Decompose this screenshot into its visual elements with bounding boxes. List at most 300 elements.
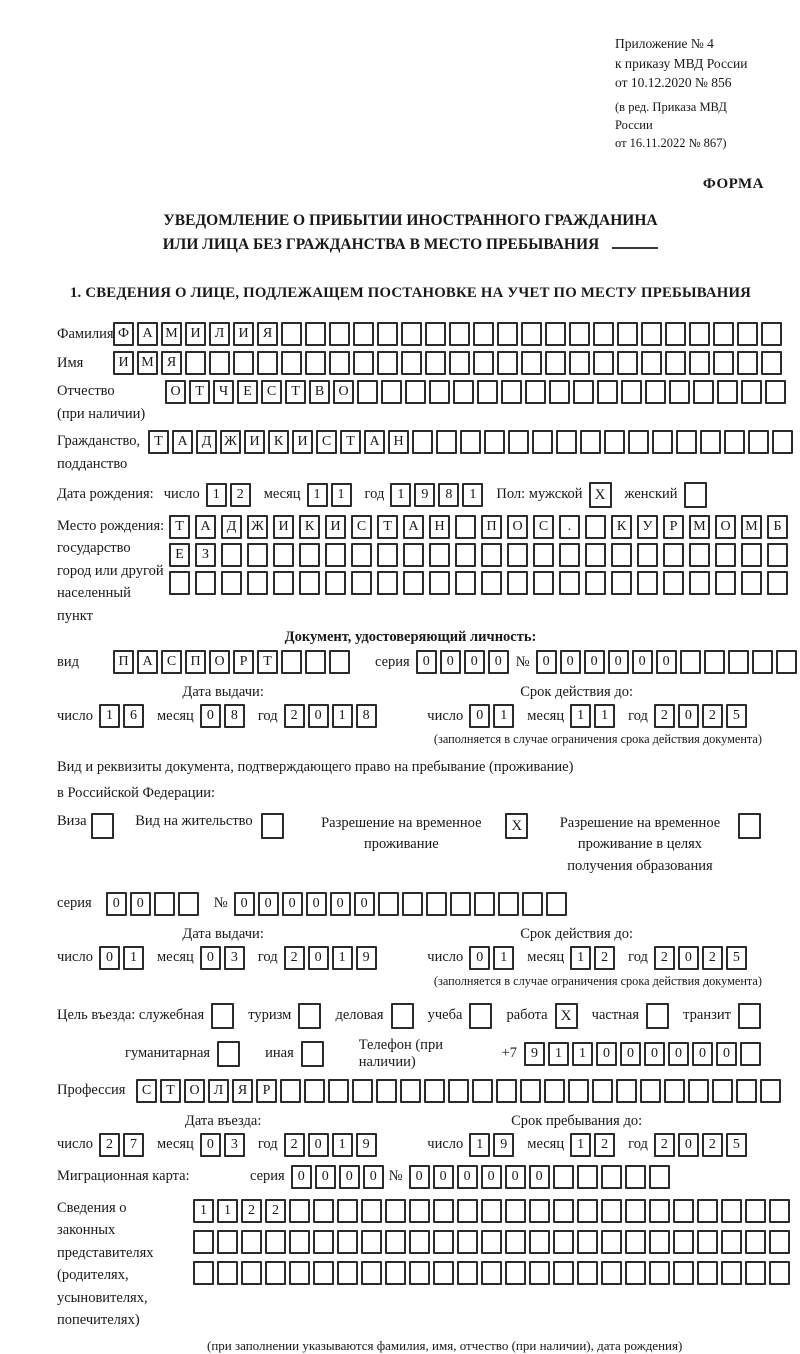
cell[interactable]	[533, 571, 554, 595]
cell[interactable]: 2	[654, 946, 675, 970]
cell[interactable]: А	[172, 430, 193, 454]
purpose-other-checkbox[interactable]	[301, 1041, 327, 1067]
cell[interactable]: 9	[356, 1133, 377, 1157]
cell[interactable]	[433, 1261, 454, 1285]
cell[interactable]	[748, 430, 769, 454]
cell[interactable]	[436, 430, 457, 454]
cell[interactable]	[154, 892, 175, 916]
cell[interactable]	[559, 571, 580, 595]
cell[interactable]	[497, 351, 518, 375]
cell[interactable]	[738, 813, 761, 839]
cell[interactable]	[745, 1199, 766, 1223]
cell[interactable]: 0	[306, 892, 327, 916]
cell[interactable]	[604, 430, 625, 454]
cell[interactable]	[353, 351, 374, 375]
cell[interactable]	[544, 1079, 565, 1103]
cell[interactable]	[325, 543, 346, 567]
cell[interactable]	[649, 1261, 670, 1285]
cell[interactable]	[665, 351, 686, 375]
cell[interactable]: Н	[388, 430, 409, 454]
cell[interactable]: 2	[284, 946, 305, 970]
cell[interactable]	[611, 543, 632, 567]
cell[interactable]: 9	[493, 1133, 514, 1157]
cell[interactable]	[221, 543, 242, 567]
cell[interactable]: Т	[148, 430, 169, 454]
cell[interactable]	[426, 892, 447, 916]
id-issue-year-cells[interactable]	[284, 704, 380, 728]
cell[interactable]: Р	[256, 1079, 277, 1103]
cell[interactable]	[305, 351, 326, 375]
cell[interactable]	[409, 1199, 430, 1223]
purpose-work-checkbox[interactable]	[555, 1003, 581, 1029]
cell[interactable]	[597, 380, 618, 404]
cell[interactable]	[585, 543, 606, 567]
cell[interactable]	[305, 322, 326, 346]
cell[interactable]	[559, 543, 580, 567]
cell[interactable]	[673, 1199, 694, 1223]
cell[interactable]: К	[611, 515, 632, 539]
cell[interactable]	[697, 1261, 718, 1285]
cell[interactable]: 0	[200, 704, 221, 728]
cell[interactable]: О	[715, 515, 736, 539]
id-series-cells[interactable]	[416, 650, 512, 674]
purpose-transit-checkbox[interactable]	[738, 1003, 764, 1029]
cell[interactable]: Ф	[113, 322, 134, 346]
cell[interactable]	[429, 571, 450, 595]
cell[interactable]	[481, 1261, 502, 1285]
cell[interactable]	[761, 322, 782, 346]
representatives-row1[interactable]	[193, 1199, 793, 1223]
cell[interactable]	[649, 1230, 670, 1254]
cell[interactable]	[717, 380, 738, 404]
cell[interactable]: 2	[99, 1133, 120, 1157]
cell[interactable]	[741, 380, 762, 404]
cell[interactable]: Ж	[220, 430, 241, 454]
cell[interactable]	[676, 430, 697, 454]
cell[interactable]: 1	[217, 1199, 238, 1223]
cell[interactable]	[652, 430, 673, 454]
cell[interactable]: 1	[570, 946, 591, 970]
cell[interactable]: X	[555, 1003, 578, 1029]
cell[interactable]	[450, 892, 471, 916]
cell[interactable]: 2	[654, 1133, 675, 1157]
cell[interactable]: Т	[169, 515, 190, 539]
cell[interactable]	[361, 1199, 382, 1223]
cell[interactable]	[217, 1041, 240, 1067]
cell[interactable]	[353, 322, 374, 346]
cell[interactable]	[299, 543, 320, 567]
cell[interactable]	[505, 1199, 526, 1223]
cell[interactable]: 0	[678, 704, 699, 728]
cell[interactable]: А	[364, 430, 385, 454]
cell[interactable]	[641, 322, 662, 346]
id-valid-month-cells[interactable]	[570, 704, 618, 728]
cell[interactable]: С	[533, 515, 554, 539]
cell[interactable]	[649, 1199, 670, 1223]
cell[interactable]	[533, 543, 554, 567]
cell[interactable]	[545, 322, 566, 346]
cell[interactable]	[546, 892, 567, 916]
cell[interactable]: О	[184, 1079, 205, 1103]
cell[interactable]	[361, 1261, 382, 1285]
cell[interactable]	[247, 543, 268, 567]
cell[interactable]	[304, 1079, 325, 1103]
cell[interactable]: 0	[560, 650, 581, 674]
cell[interactable]: А	[403, 515, 424, 539]
cell[interactable]: К	[268, 430, 289, 454]
cell[interactable]	[233, 351, 254, 375]
cell[interactable]	[601, 1165, 622, 1189]
cell[interactable]: 0	[608, 650, 629, 674]
cell[interactable]: 2	[702, 946, 723, 970]
cell[interactable]	[433, 1199, 454, 1223]
cell[interactable]	[281, 351, 302, 375]
cell[interactable]: 1	[332, 1133, 353, 1157]
cell[interactable]: 0	[668, 1042, 689, 1066]
cell[interactable]	[741, 543, 762, 567]
cell[interactable]	[721, 1199, 742, 1223]
cell[interactable]: М	[161, 322, 182, 346]
cell[interactable]	[351, 571, 372, 595]
cell[interactable]	[329, 650, 350, 674]
cell[interactable]: 5	[726, 704, 747, 728]
cell[interactable]: 9	[524, 1042, 545, 1066]
cell[interactable]	[329, 351, 350, 375]
cell[interactable]	[193, 1261, 214, 1285]
cell[interactable]: 0	[596, 1042, 617, 1066]
cell[interactable]	[689, 351, 710, 375]
cell[interactable]	[520, 1079, 541, 1103]
cell[interactable]: 0	[99, 946, 120, 970]
purpose-business-checkbox[interactable]	[391, 1003, 417, 1029]
name-cells[interactable]	[113, 351, 785, 375]
entry-month-cells[interactable]	[200, 1133, 248, 1157]
cell[interactable]: 1	[99, 704, 120, 728]
cell[interactable]: 1	[572, 1042, 593, 1066]
birth-day-cells[interactable]	[206, 483, 254, 507]
cell[interactable]: З	[195, 543, 216, 567]
cell[interactable]	[409, 1230, 430, 1254]
cell[interactable]	[412, 430, 433, 454]
cell[interactable]	[481, 543, 502, 567]
cell[interactable]	[556, 430, 577, 454]
cell[interactable]	[273, 543, 294, 567]
cell[interactable]	[663, 571, 684, 595]
cell[interactable]	[455, 543, 476, 567]
cell[interactable]	[381, 380, 402, 404]
cell[interactable]: 0	[200, 1133, 221, 1157]
cell[interactable]	[532, 430, 553, 454]
cell[interactable]: 3	[224, 946, 245, 970]
cell[interactable]: 0	[354, 892, 375, 916]
id-number-cells[interactable]	[536, 650, 800, 674]
stay-valid-day-cells[interactable]	[469, 946, 517, 970]
cell[interactable]	[185, 351, 206, 375]
cell[interactable]	[193, 1230, 214, 1254]
cell[interactable]	[553, 1230, 574, 1254]
cell[interactable]: Р	[233, 650, 254, 674]
cell[interactable]	[769, 1230, 790, 1254]
cell[interactable]	[640, 1079, 661, 1103]
cell[interactable]: 7	[123, 1133, 144, 1157]
cell[interactable]	[525, 380, 546, 404]
cell[interactable]: 1	[331, 483, 352, 507]
cell[interactable]: Т	[377, 515, 398, 539]
birth-place-row1[interactable]	[169, 515, 793, 539]
cell[interactable]	[553, 1165, 574, 1189]
profession-cells[interactable]	[136, 1079, 784, 1103]
cell[interactable]	[305, 650, 326, 674]
cell[interactable]	[265, 1261, 286, 1285]
cell[interactable]	[601, 1261, 622, 1285]
cell[interactable]: 2	[594, 1133, 615, 1157]
cell[interactable]	[265, 1230, 286, 1254]
cell[interactable]	[298, 1003, 321, 1029]
cell[interactable]	[621, 380, 642, 404]
cell[interactable]	[377, 322, 398, 346]
cell[interactable]	[273, 571, 294, 595]
cell[interactable]	[429, 380, 450, 404]
cell[interactable]	[738, 1003, 761, 1029]
cell[interactable]	[553, 1199, 574, 1223]
cell[interactable]: 0	[644, 1042, 665, 1066]
doc-type-cells[interactable]	[113, 650, 353, 674]
cell[interactable]	[601, 1230, 622, 1254]
cell[interactable]	[352, 1079, 373, 1103]
cell[interactable]: 1	[123, 946, 144, 970]
id-issue-month-cells[interactable]	[200, 704, 248, 728]
cell[interactable]	[721, 1230, 742, 1254]
cell[interactable]: 0	[330, 892, 351, 916]
cell[interactable]: 0	[106, 892, 127, 916]
cell[interactable]	[715, 571, 736, 595]
cell[interactable]	[592, 1079, 613, 1103]
cell[interactable]	[760, 1079, 781, 1103]
cell[interactable]	[689, 571, 710, 595]
cell[interactable]	[737, 351, 758, 375]
birth-month-cells[interactable]	[307, 483, 355, 507]
cell[interactable]: Д	[196, 430, 217, 454]
cell[interactable]	[680, 650, 701, 674]
cell[interactable]: О	[165, 380, 186, 404]
cell[interactable]: О	[333, 380, 354, 404]
cell[interactable]	[721, 1261, 742, 1285]
cell[interactable]	[497, 322, 518, 346]
cell[interactable]: 9	[356, 946, 377, 970]
cell[interactable]: 0	[363, 1165, 384, 1189]
cell[interactable]	[457, 1261, 478, 1285]
sex-female-checkbox[interactable]	[684, 482, 710, 508]
cell[interactable]	[684, 482, 707, 508]
cell[interactable]: 0	[529, 1165, 550, 1189]
cell[interactable]	[713, 351, 734, 375]
stay-until-day-cells[interactable]	[469, 1133, 517, 1157]
cell[interactable]	[280, 1079, 301, 1103]
cell[interactable]	[433, 1230, 454, 1254]
cell[interactable]: 0	[678, 946, 699, 970]
cell[interactable]	[474, 892, 495, 916]
cell[interactable]: 0	[308, 1133, 329, 1157]
cell[interactable]	[337, 1261, 358, 1285]
cell[interactable]: А	[137, 322, 158, 346]
temp-residence-checkbox[interactable]	[505, 813, 531, 839]
cell[interactable]: И	[273, 515, 294, 539]
cell[interactable]: 0	[469, 946, 490, 970]
cell[interactable]	[261, 813, 284, 839]
cell[interactable]: 0	[716, 1042, 737, 1066]
sex-male-checkbox[interactable]	[589, 482, 615, 508]
cell[interactable]	[460, 430, 481, 454]
cell[interactable]	[351, 543, 372, 567]
cell[interactable]	[736, 1079, 757, 1103]
cell[interactable]	[178, 892, 199, 916]
cell[interactable]: Т	[160, 1079, 181, 1103]
cell[interactable]: А	[137, 650, 158, 674]
patronymic-cells[interactable]	[165, 380, 789, 404]
cell[interactable]: 1	[469, 1133, 490, 1157]
cell[interactable]: Я	[232, 1079, 253, 1103]
temp-residence-edu-checkbox[interactable]	[738, 813, 764, 839]
cell[interactable]	[425, 351, 446, 375]
cell[interactable]	[403, 571, 424, 595]
cell[interactable]	[377, 571, 398, 595]
cell[interactable]	[625, 1199, 646, 1223]
cell[interactable]	[665, 322, 686, 346]
cell[interactable]: 0	[308, 704, 329, 728]
cell[interactable]: 0	[632, 650, 653, 674]
cell[interactable]: О	[209, 650, 230, 674]
cell[interactable]	[195, 571, 216, 595]
cell[interactable]: 0	[234, 892, 255, 916]
cell[interactable]	[715, 543, 736, 567]
cell[interactable]	[481, 571, 502, 595]
cell[interactable]	[507, 571, 528, 595]
cell[interactable]	[401, 351, 422, 375]
cell[interactable]	[669, 380, 690, 404]
cell[interactable]	[455, 571, 476, 595]
cell[interactable]	[457, 1230, 478, 1254]
cell[interactable]: 0	[584, 650, 605, 674]
cell[interactable]: 2	[230, 483, 251, 507]
cell[interactable]: 1	[390, 483, 411, 507]
cell[interactable]: 0	[315, 1165, 336, 1189]
cell[interactable]	[745, 1230, 766, 1254]
cell[interactable]	[505, 1230, 526, 1254]
cell[interactable]	[289, 1261, 310, 1285]
cell[interactable]	[712, 1079, 733, 1103]
cell[interactable]	[700, 430, 721, 454]
cell[interactable]	[507, 543, 528, 567]
cell[interactable]: Т	[285, 380, 306, 404]
stay-valid-month-cells[interactable]	[570, 946, 618, 970]
cell[interactable]	[313, 1199, 334, 1223]
cell[interactable]	[772, 430, 793, 454]
cell[interactable]: X	[589, 482, 612, 508]
cell[interactable]	[496, 1079, 517, 1103]
cell[interactable]	[247, 571, 268, 595]
cell[interactable]: 1	[462, 483, 483, 507]
cell[interactable]: 0	[200, 946, 221, 970]
purpose-study-checkbox[interactable]	[469, 1003, 495, 1029]
cell[interactable]: Л	[208, 1079, 229, 1103]
cell[interactable]	[549, 380, 570, 404]
stay-number-cells[interactable]	[234, 892, 570, 916]
cell[interactable]: С	[261, 380, 282, 404]
cell[interactable]: 5	[726, 946, 747, 970]
cell[interactable]: И	[185, 322, 206, 346]
cell[interactable]	[498, 892, 519, 916]
cell[interactable]	[616, 1079, 637, 1103]
cell[interactable]	[545, 351, 566, 375]
cell[interactable]: 1	[332, 704, 353, 728]
cell[interactable]: И	[113, 351, 134, 375]
cell[interactable]	[637, 571, 658, 595]
cell[interactable]: 8	[438, 483, 459, 507]
cell[interactable]	[241, 1230, 262, 1254]
stay-issue-year-cells[interactable]	[284, 946, 380, 970]
cell[interactable]: П	[185, 650, 206, 674]
cell[interactable]	[593, 322, 614, 346]
cell[interactable]	[693, 380, 714, 404]
cell[interactable]	[646, 1003, 669, 1029]
cell[interactable]	[529, 1230, 550, 1254]
cell[interactable]: 0	[339, 1165, 360, 1189]
cell[interactable]	[425, 322, 446, 346]
cell[interactable]	[664, 1079, 685, 1103]
cell[interactable]: Р	[663, 515, 684, 539]
cell[interactable]	[299, 571, 320, 595]
cell[interactable]: 0	[464, 650, 485, 674]
cell[interactable]	[752, 650, 773, 674]
cell[interactable]	[453, 380, 474, 404]
cell[interactable]	[521, 351, 542, 375]
cell[interactable]: 0	[505, 1165, 526, 1189]
purpose-official-checkbox[interactable]	[211, 1003, 237, 1029]
cell[interactable]	[209, 351, 230, 375]
migcard-number-cells[interactable]	[409, 1165, 673, 1189]
cell[interactable]	[401, 322, 422, 346]
cell[interactable]: 2	[702, 704, 723, 728]
cell[interactable]	[637, 543, 658, 567]
citizenship-cells[interactable]	[148, 430, 796, 454]
cell[interactable]	[473, 351, 494, 375]
cell[interactable]: 0	[481, 1165, 502, 1189]
cell[interactable]: Т	[340, 430, 361, 454]
cell[interactable]	[477, 380, 498, 404]
cell[interactable]: 0	[416, 650, 437, 674]
cell[interactable]: 0	[130, 892, 151, 916]
surname-cells[interactable]	[113, 322, 785, 346]
cell[interactable]	[688, 1079, 709, 1103]
cell[interactable]: 0	[656, 650, 677, 674]
cell[interactable]	[617, 351, 638, 375]
cell[interactable]	[329, 322, 350, 346]
cell[interactable]: И	[292, 430, 313, 454]
id-valid-day-cells[interactable]	[469, 704, 517, 728]
cell[interactable]	[728, 650, 749, 674]
cell[interactable]	[449, 322, 470, 346]
cell[interactable]: 5	[726, 1133, 747, 1157]
cell[interactable]: М	[137, 351, 158, 375]
cell[interactable]	[625, 1261, 646, 1285]
stay-issue-month-cells[interactable]	[200, 946, 248, 970]
cell[interactable]	[577, 1199, 598, 1223]
id-issue-day-cells[interactable]	[99, 704, 147, 728]
cell[interactable]	[761, 351, 782, 375]
birth-place-row2[interactable]	[169, 543, 793, 567]
cell[interactable]	[481, 1230, 502, 1254]
cell[interactable]: 0	[692, 1042, 713, 1066]
